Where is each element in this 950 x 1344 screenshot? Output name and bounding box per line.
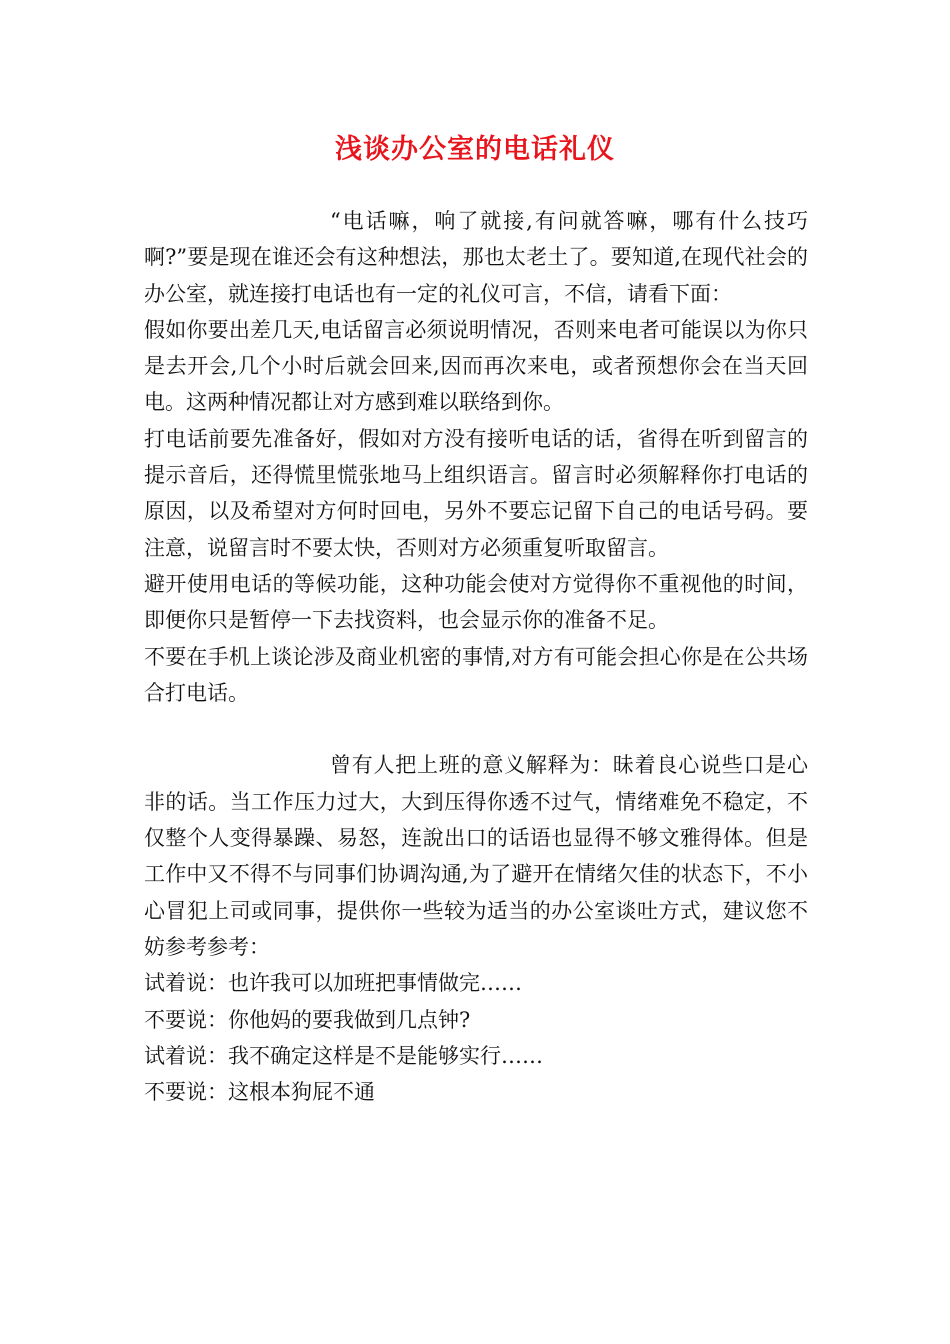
paragraph-prepare-call: 打电话前要先准备好，假如对方没有接听电话的话，省得在听到留言的提示音后，还得慌里慌张地马上组织语言。留言时必须解释你打电话的原因，以及希望对方何时回电，另外不要忘记留下自己的电话号码。要注意，说留言时不要太快，否则对方必须重复听取留言。 [144,426,808,560]
document-body [144,203,808,1110]
paragraph-mobile-secrets: 不要在手机上谈论涉及商业机密的事情,对方有可能会担心你是在公共场合打电话。 [144,644,808,705]
paragraph-spacer [144,711,808,747]
example-dont-say-1: 不要说：你他妈的要我做到几点钟? [144,1007,471,1032]
example-dont-say-2: 不要说：这根本狗屁不通 [144,1080,375,1105]
paragraph-business-trip: 假如你要出差几天,电话留言必须说明情况，否则来电者可能误以为你只是去开会,几个小时后就会回来,因而再次来电，或者预想你会在当天回电。这两种情况都让对方感到难以联络到你。 [144,317,808,415]
paragraph-office-speech: 曾有人把上班的意义解释为：昧着良心说些口是心非的话。当工作压力过大，大到压得你透不过气，情绪难免不稳定，不仅整个人变得暴躁、易怒，连說出口的话语也显得不够文雅得体。但是工作中又不得不与同事们协调沟通,为了避开在情绪欠佳的状态下，不小心冒犯上司或同事，提供你一些较为适当的办公室谈吐方式，建议您不妨参考参考： [144,753,808,959]
example-try-saying-2: 试着说：我不确定这样是不是能够实行…… [144,1043,543,1068]
example-try-saying-1: 试着说：也许我可以加班把事情做完…… [144,971,522,996]
paragraph-hold-function: 避开使用电话的等候功能，这种功能会使对方觉得你不重视他的时间，即便你只是暂停一下去找资料，也会显示你的准备不足。 [144,571,808,633]
paragraph-intro: “电话嘛，响了就接,有问就答嘛，哪有什么技巧啊?”要是现在谁还会有这种想法，那也太老土了。要知道,在现代社会的办公室，就连接打电话也有一定的礼仪可言，不信，请看下面： [144,209,808,306]
document-title: 浅谈办公室的电话礼仪 [335,134,615,165]
